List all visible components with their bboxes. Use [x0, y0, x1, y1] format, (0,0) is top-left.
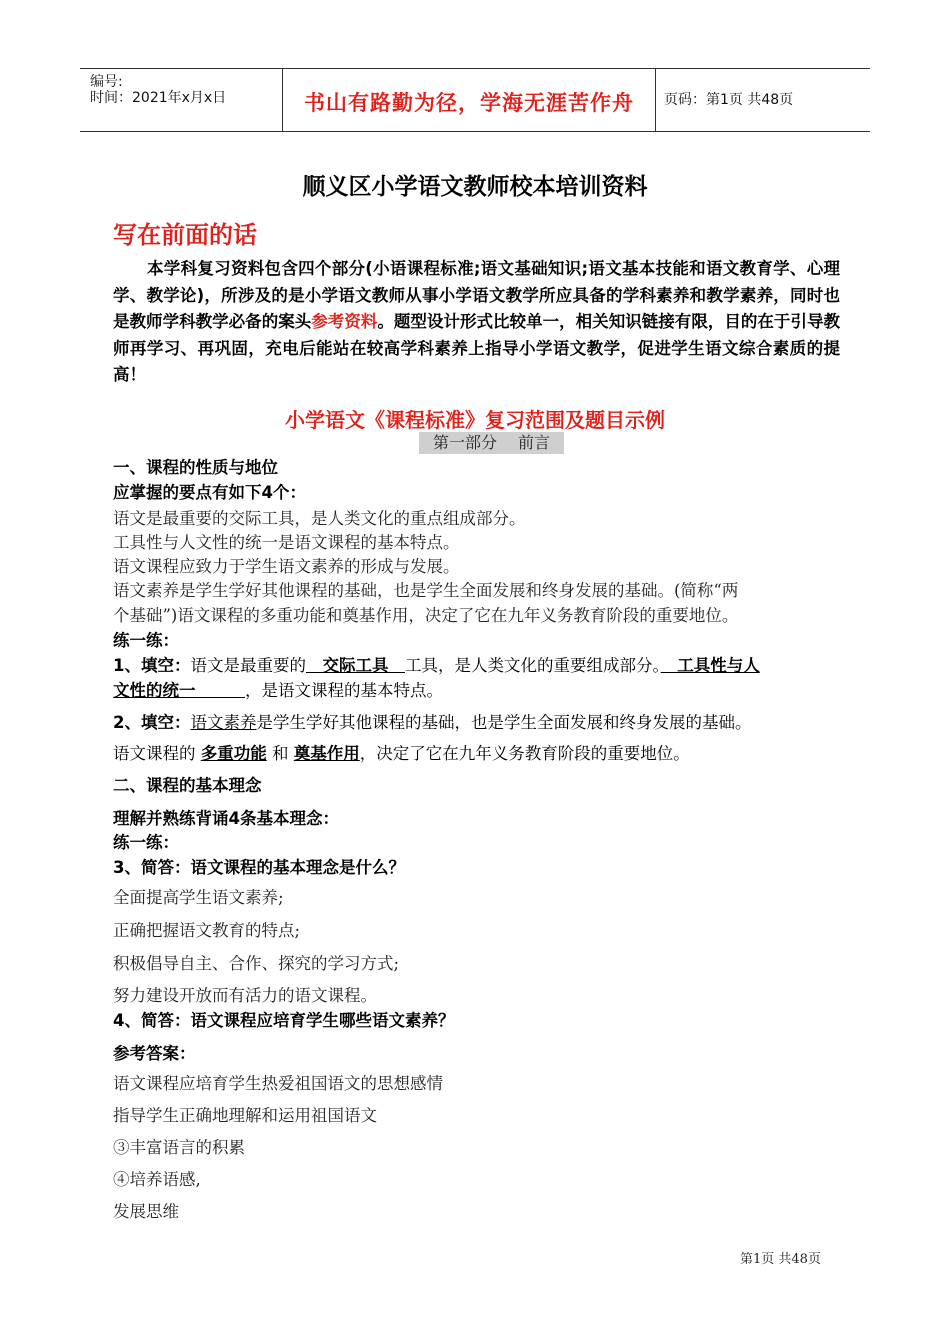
- reference-label: 参考答案：: [113, 1044, 196, 1063]
- q4-answer-3: ③丰富语言的积累: [113, 1138, 245, 1157]
- q2-answer-1: 语文素养: [190, 713, 257, 732]
- q2-answer-3: 奠基作用: [293, 744, 360, 763]
- intro-paragraph: [113, 256, 840, 389]
- s1-key-points: 应掌握的要点有如下4个：: [113, 483, 306, 502]
- s1-point-1: 语文是最重要的交际工具，是人类文化的重点组成部分。: [113, 509, 526, 528]
- q2-text-1: 是学生学好其他课程的基础，也是学生全面发展和终身发展的基础。: [256, 713, 752, 732]
- q2-answer-2: 多重功能: [200, 744, 267, 763]
- q2-text-3: 和: [272, 744, 289, 763]
- number-label: 编号:: [90, 74, 123, 90]
- s1-point-4a: 语文素养是学生学好其他课程的基础，也是学生全面发展和终身发展的基础。(简称“两: [113, 581, 739, 600]
- page-footer: 第1页 共48页: [740, 1252, 821, 1267]
- q4-answer-5: 发展思维: [113, 1202, 179, 1221]
- document-title: 顺义区小学语文教师校本培训资料: [302, 174, 648, 200]
- q2-text-2: 语文课程的: [113, 744, 196, 763]
- preface-heading: 写在前面的话: [113, 221, 257, 249]
- motto-text: 书山有路勤为径，学海无涯苦作舟: [304, 91, 634, 115]
- s1-point-4b: 个基础”)语文课程的多重功能和奠基作用，决定了它在九年义务教育阶段的重要地位。: [113, 606, 739, 625]
- q1-answer-2b: 文性的统一: [113, 681, 245, 700]
- q1-text-1: 语文是最重要的: [190, 656, 306, 675]
- q3-question: 3、简答：语文课程的基本理念是什么？: [113, 858, 405, 877]
- q1-answer-1: 交际工具: [305, 656, 405, 675]
- section-title: 小学语文《课程标准》复习范围及题目示例: [285, 408, 665, 432]
- q1-answer-2a: 工具性与人: [660, 656, 760, 675]
- q3-answer-4: 努力建设开放而有活力的语文课程。: [113, 986, 377, 1005]
- q1-line-2: [113, 680, 443, 702]
- q1-text-2: 工具，是人类文化的重要组成部分。: [404, 656, 661, 675]
- q4-answer-2: 指导学生正确地理解和运用祖国语文: [113, 1106, 377, 1125]
- date-label: 时间：2021年x月x日: [90, 90, 227, 106]
- q2-line-2: [113, 743, 690, 765]
- q1-text-3: ，是语文课程的基本特点。: [245, 681, 443, 700]
- q2-label: 2、填空：: [113, 713, 191, 732]
- q1-line-1: [113, 655, 760, 677]
- s1-point-3: 语文课程应致力于学生语文素养的形成与发展。: [113, 557, 460, 576]
- q4-question: 4、简答：语文课程应培育学生哪些语文素养？: [113, 1011, 455, 1030]
- header-page-cell: [656, 69, 870, 131]
- s2-heading: 二、课程的基本理念: [113, 776, 262, 795]
- page-info: 页码：第1页 共48页: [664, 92, 794, 108]
- q4-answer-1: 语文课程应培育学生热爱祖国语文的思想感情: [113, 1074, 443, 1093]
- q3-answer-1: 全面提高学生语文素养;: [113, 888, 284, 907]
- q2-text-4: ，决定了它在九年义务教育阶段的重要地位。: [359, 744, 690, 763]
- s1-point-2: 工具性与人文性的统一是语文课程的基本特点。: [113, 533, 460, 552]
- header-motto-cell: [282, 69, 656, 131]
- s2-practice: 练一练：: [113, 833, 179, 852]
- q2-line-1: [113, 712, 751, 734]
- intro-highlight: 参考资料: [311, 312, 378, 331]
- s1-heading: 一、课程的性质与地位: [113, 458, 278, 477]
- q1-label: 1、填空：: [113, 656, 191, 675]
- header-meta-cell: [80, 69, 282, 131]
- q3-answer-3: 积极倡导自主、合作、探究的学习方式;: [113, 954, 400, 973]
- part-label: 第一部分 前言: [419, 432, 564, 454]
- s1-practice: 练一练：: [113, 631, 179, 650]
- q4-answer-4: ④培养语感,: [113, 1170, 201, 1189]
- s2-instruction: 理解并熟练背诵4条基本理念：: [113, 809, 339, 828]
- intro-text-b: 。题型设计形式比较单一，相关知识链接有限，目的在于引导教师再学习、再巩固，充电后能站在较高学科素养上指导小学语文教学，促进学生语文综合素质的提高！: [113, 312, 841, 384]
- page-header: [80, 68, 870, 132]
- intro-text-a: 本学科复习资料包含四个部分(小语课程标准;语文基础知识;语文基本技能和语文教育学、心理学、教学论)，所涉及的是小学语文教师从事小学语文教学所应具备的学科素养和教学素养，同时也是教师学科教学必备的案头: [113, 259, 840, 331]
- q3-answer-2: 正确把握语文教育的特点;: [113, 921, 301, 940]
